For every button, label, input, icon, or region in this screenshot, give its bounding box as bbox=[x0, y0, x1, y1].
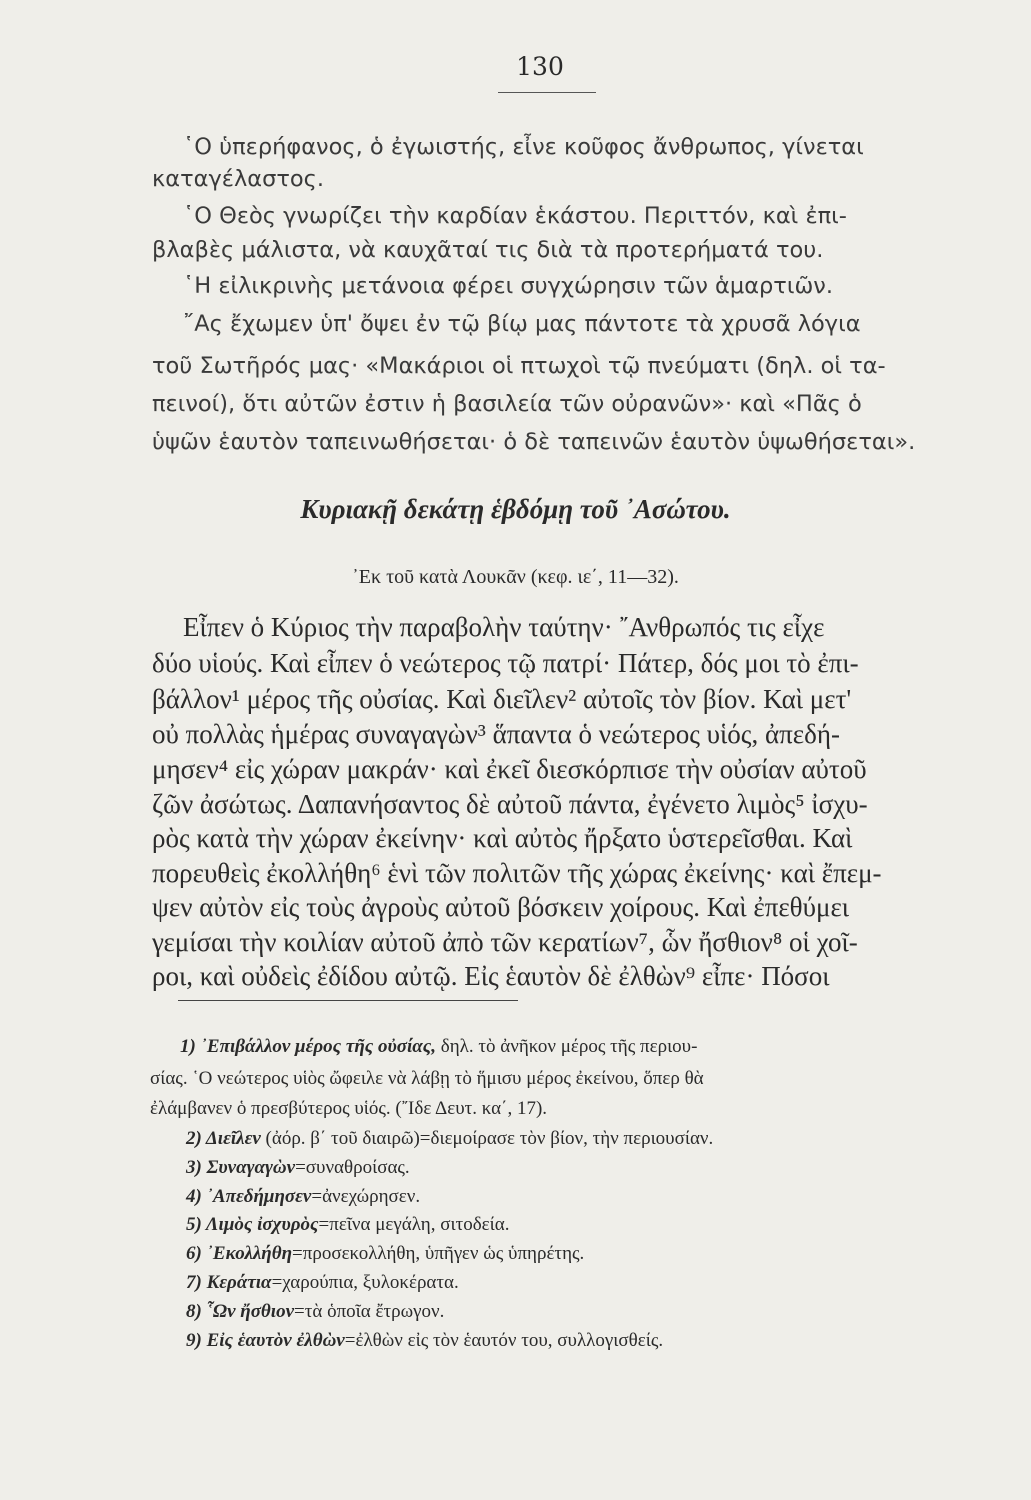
page-number-rule bbox=[498, 92, 596, 93]
footnote-4 bbox=[186, 1186, 420, 1208]
footnote-divider bbox=[178, 1000, 518, 1001]
footnote-text: =χαρούπια, ξυλοκέρατα. bbox=[271, 1272, 459, 1293]
text-line: οὐ πολλὰς ἡμέρας συναγαγὼν³ ἅπαντα ὁ νεώτερος υἱός, ἀπεδή- bbox=[152, 719, 840, 749]
text-line: ῎Ας ἔχωμεν ὑπ' ὄψει ἐν τῷ βίῳ μας πάντοτε τὰ χρυσᾶ λόγια bbox=[183, 311, 861, 337]
footnote-term: 9) Εἰς ἑαυτὸν ἐλθὼν bbox=[186, 1330, 345, 1351]
text-line: τοῦ Σωτῆρός μας· «Μακάριοι οἱ πτωχοὶ τῷ πνεύματι (δηλ. οἱ τα- bbox=[152, 353, 886, 379]
footnote-text: =τὰ ὁποῖα ἔτρωγον. bbox=[294, 1301, 445, 1322]
text-line: ῾Ο Θεὸς γνωρίζει τὴν καρδίαν ἑκάστου. Περιττόν, καὶ ἐπι- bbox=[183, 203, 847, 229]
footnote-text: δηλ. τὸ ἀνῆκον μέρος τῆς περιου- bbox=[436, 1036, 698, 1057]
footnote-term: 1) ᾿Επιβάλλον μέρος τῆς οὐσίας, bbox=[180, 1036, 437, 1057]
text-line: βλαβὲς μάλιστα, νὰ καυχᾶταί τις διὰ τὰ προτερήματά του. bbox=[152, 237, 824, 263]
footnote-term: 8) ῟Ων ἤσθιον bbox=[186, 1301, 295, 1322]
text-line: καταγέλαστος. bbox=[152, 166, 325, 192]
footnote-term: 2) Διεῖλεν bbox=[186, 1128, 261, 1149]
footnote-term: 3) Συναγαγὼν bbox=[186, 1157, 296, 1178]
footnote-1 bbox=[180, 1036, 697, 1058]
text-line: πορευθεὶς ἐκολλήθη⁶ ἑνὶ τῶν πολιτῶν τῆς χώρας ἐκείνης· καὶ ἔπεμ- bbox=[152, 858, 882, 888]
section-subheading: ᾿Εκ τοῦ κατὰ Λουκᾶν (κεφ. ιε΄, 11—32). bbox=[352, 566, 679, 588]
footnote-text: =πεῖνα μεγάλη, σιτοδεία. bbox=[318, 1214, 510, 1235]
page-number: 130 bbox=[516, 52, 564, 81]
footnote-5 bbox=[186, 1214, 509, 1236]
footnote-2 bbox=[186, 1128, 713, 1150]
footnote-text: σίας. ῾Ο νεώτερος υἱὸς ὤφειλε νὰ λάβῃ τὸ ἥμισυ μέρος ἐκείνου, ὅπερ θὰ bbox=[150, 1068, 704, 1089]
footnote-9 bbox=[186, 1330, 663, 1352]
footnote-text: (ἀόρ. β΄ τοῦ διαιρῶ)=διεμοίρασε τὸν βίον, τὴν περιουσίαν. bbox=[260, 1128, 714, 1149]
footnote-6 bbox=[186, 1243, 584, 1265]
text-line: ὑψῶν ἑαυτὸν ταπεινωθήσεται· ὁ δὲ ταπεινῶν ἑαυτὸν ὑψωθήσεται». bbox=[152, 429, 916, 455]
text-line: μησεν⁴ εἰς χώραν μακράν· καὶ ἐκεῖ διεσκόρπισε τὴν οὐσίαν αὐτοῦ bbox=[152, 754, 867, 784]
footnote-text: =συναθροίσας. bbox=[295, 1157, 410, 1178]
footnote-text: =προσεκολλήθη, ὑπῆγεν ὡς ὑπηρέτης. bbox=[292, 1243, 585, 1264]
text-line: ῾Η εἰλικρινὴς μετάνοια φέρει συγχώρησιν τῶν ἁμαρτιῶν. bbox=[183, 273, 834, 299]
footnote-8 bbox=[186, 1301, 444, 1323]
footnote-text: =ἐλθὼν εἰς τὸν ἑαυτόν του, συλλογισθείς. bbox=[344, 1330, 664, 1351]
section-heading: Κυριακῇ δεκάτῃ ἑβδόμῃ τοῦ ᾿Ασώτου. bbox=[300, 494, 731, 524]
footnote-term: 6) ᾿Εκολλήθη bbox=[186, 1243, 293, 1264]
footnote-term: 4) ᾿Απεδήμησεν bbox=[186, 1186, 312, 1207]
footnote-term: 5) Λιμὸς ἰσχυρὸς bbox=[186, 1214, 319, 1235]
footnote-text: ἐλάμβανεν ὁ πρεσβύτερος υἱός. (῎Ιδε Δευτ. κα΄, 17). bbox=[150, 1098, 548, 1119]
text-line: ῾Ο ὑπερήφανος, ὁ ἐγωιστής, εἶνε κοῦφος ἄνθρωπος, γίνεται bbox=[183, 134, 864, 160]
text-line: δύο υἱούς. Καὶ εἶπεν ὁ νεώτερος τῷ πατρί· Πάτερ, δός μοι τὸ ἐπι- bbox=[152, 648, 859, 678]
text-line: πεινοί), ὅτι αὐτῶν ἐστιν ἡ βασιλεία τῶν οὐρανῶν»· καὶ «Πᾶς ὁ bbox=[152, 391, 862, 417]
text-line: γεμίσαι τὴν κοιλίαν αὐτοῦ ἀπὸ τῶν κερατίων⁷, ὧν ἤσθιον⁸ οἱ χοῖ- bbox=[152, 927, 858, 957]
text-line: ψεν αὐτὸν εἰς τοὺς ἀγροὺς αὐτοῦ βόσκειν χοίρους. Καὶ ἐπεθύμει bbox=[152, 892, 850, 922]
footnote-3 bbox=[186, 1157, 410, 1179]
footnote-7 bbox=[186, 1272, 459, 1294]
footnote-term: 7) Κεράτια bbox=[186, 1272, 272, 1293]
text-line: Εἶπεν ὁ Κύριος τὴν παραβολὴν ταύτην· ῎Ανθρωπός τις εἶχε bbox=[183, 612, 825, 642]
text-line: βάλλον¹ μέρος τῆς οὐσίας. Καὶ διεῖλεν² αὐτοῖς τὸν βίον. Καὶ μετ' bbox=[152, 684, 852, 714]
footnote-text: =ἀνεχώρησεν. bbox=[311, 1186, 421, 1207]
text-line: ρὸς κατὰ τὴν χώραν ἐκείνην· καὶ αὐτὸς ἤρξατο ὑστερεῖσθαι. Καὶ bbox=[152, 823, 853, 853]
footnote-1-cont bbox=[150, 1068, 704, 1090]
text-line: ροι, καὶ οὐδεὶς ἐδίδου αὐτῷ. Εἰς ἑαυτὸν δὲ ἐλθὼν⁹ εἶπε· Πόσοι bbox=[152, 961, 830, 991]
text-line: ζῶν ἀσώτως. Δαπανήσαντος δὲ αὐτοῦ πάντα, ἐγένετο λιμὸς⁵ ἰσχυ- bbox=[152, 789, 868, 819]
footnote-1-cont bbox=[150, 1098, 547, 1120]
